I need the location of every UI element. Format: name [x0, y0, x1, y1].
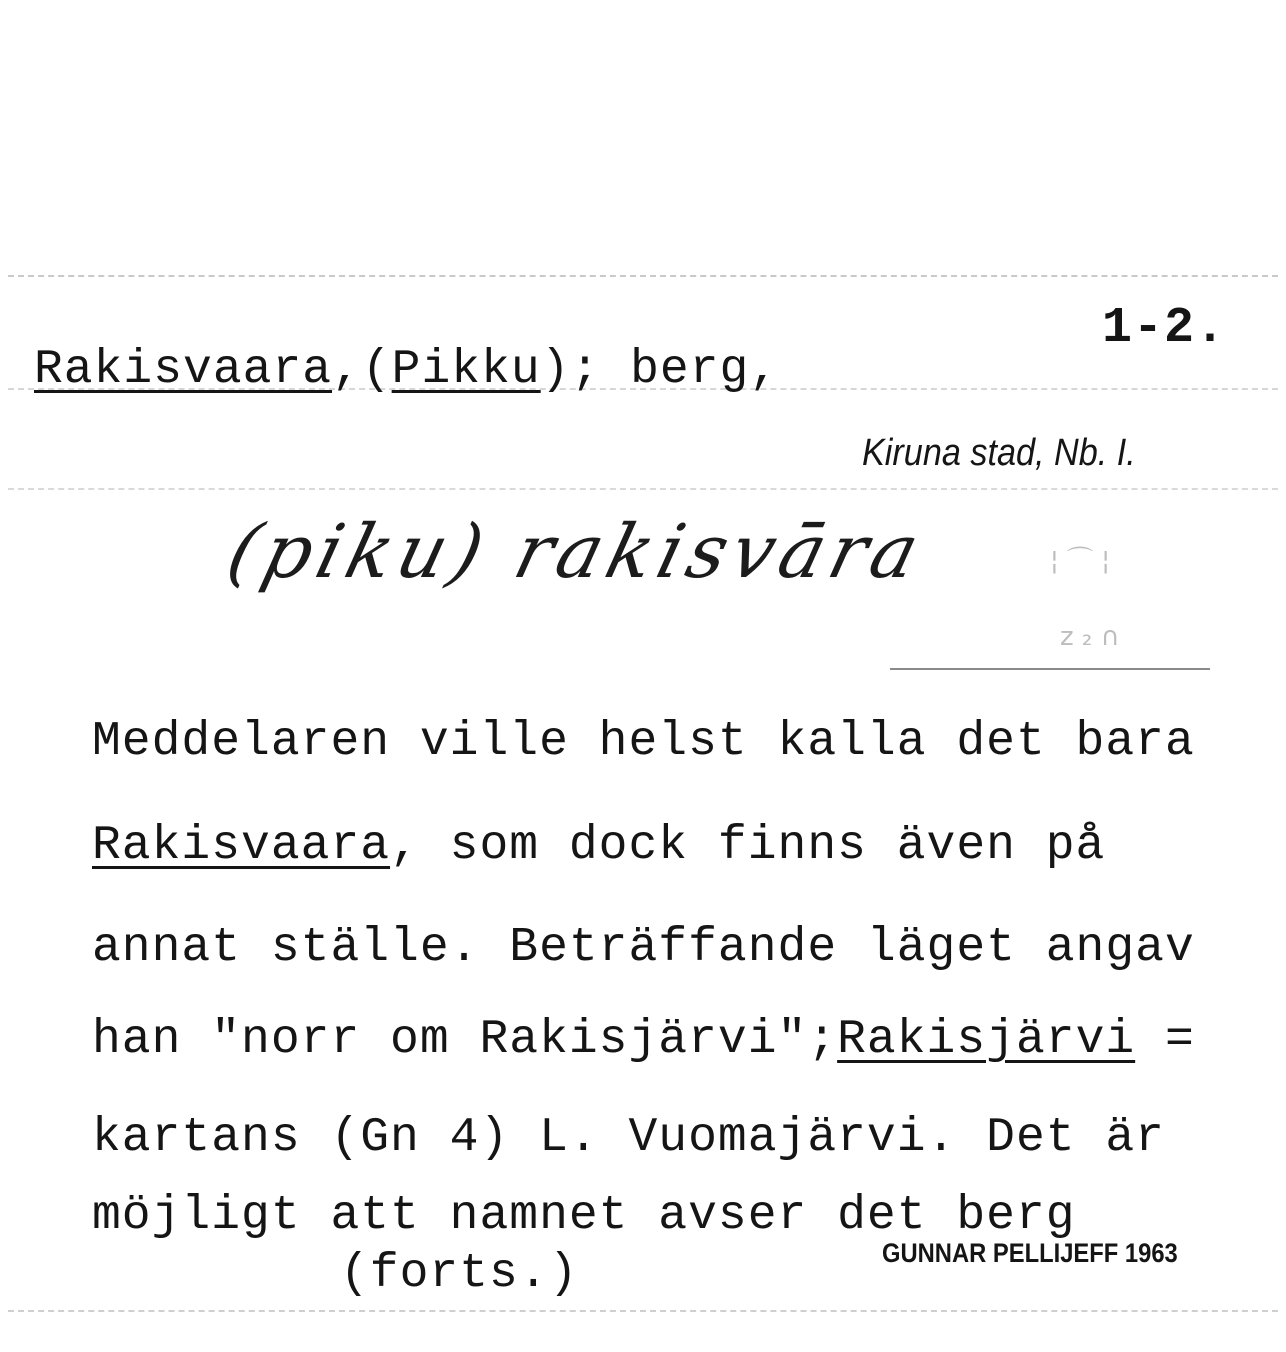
headword-separator: ,(: [332, 343, 392, 397]
body-line: Meddelaren ville helst kalla det bara: [92, 715, 1195, 769]
headword-name: Rakisvaara: [34, 343, 333, 397]
place-name-reference: Rakisjärvi: [837, 1013, 1136, 1067]
headword-type: ); berg,: [540, 343, 780, 397]
body-line: Rakisvaara, som dock finns även på: [92, 819, 1106, 873]
body-line: möjligt att namnet avser det berg: [92, 1189, 1076, 1243]
body-line: annat ställe. Beträffande läget angav: [92, 921, 1195, 975]
rule-line: [8, 275, 1278, 277]
body-line: han "norr om Rakisjärvi";Rakisjärvi =: [92, 1013, 1195, 1067]
rule-line: [8, 1310, 1278, 1312]
collector-stamp: GUNNAR PELLIJEFF 1963: [882, 1238, 1178, 1268]
body-line: kartans (Gn 4) L. Vuomajärvi. Det är: [92, 1111, 1165, 1165]
location-stamp: Kiruna stad, Nb. I.: [862, 432, 1136, 474]
card-number: 1-2.: [1102, 300, 1227, 357]
place-name-reference: Rakisvaara: [92, 819, 391, 873]
headword-line: [34, 343, 780, 397]
rule-line: [890, 668, 1210, 670]
continued-note: (forts.): [340, 1247, 579, 1301]
bleed-through-mark: ¦ ⌒ ¦: [1050, 546, 1111, 576]
rule-line: [8, 488, 1278, 490]
bleed-through-mark: z ₂ ∩: [1060, 622, 1120, 652]
headword-variant: Pikku: [391, 343, 541, 397]
handwritten-pronunciation: (piku) rakisvāra: [219, 509, 933, 595]
